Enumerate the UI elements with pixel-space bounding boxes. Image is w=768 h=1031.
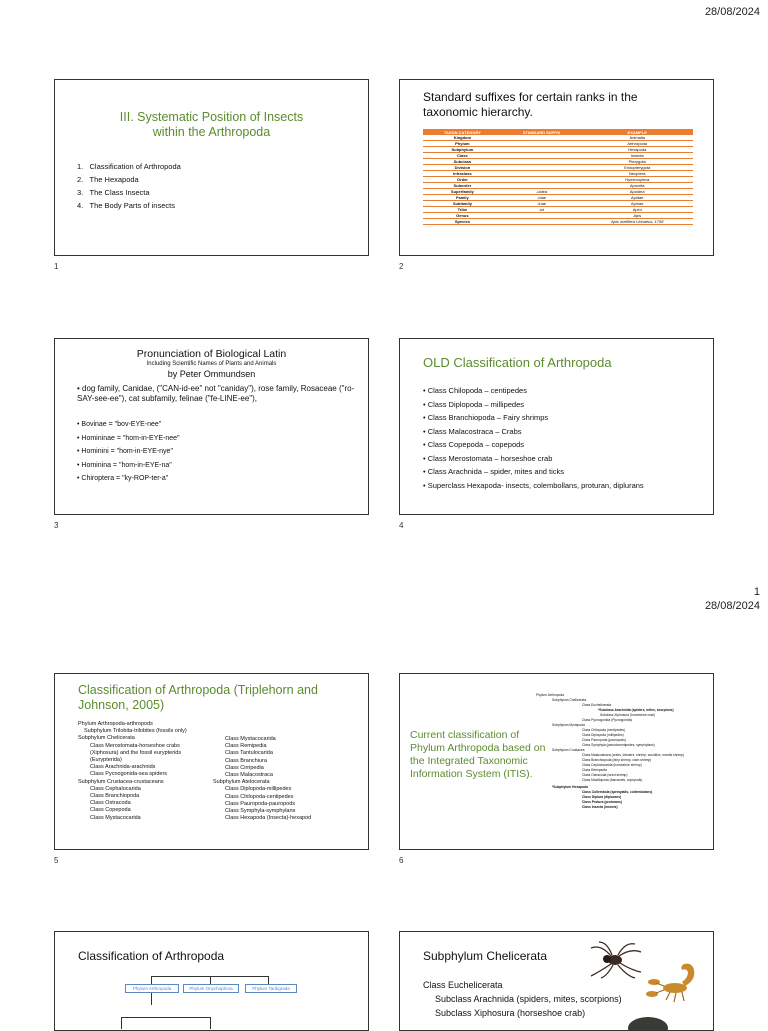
tree-connector xyxy=(121,1017,211,1018)
slide-5-number: 5 xyxy=(54,856,59,865)
slide-7 xyxy=(54,931,369,1031)
list-item: (Xiphosura) and the fossil eurypterids xyxy=(90,749,182,756)
tree-item: *Subphylum Hexapoda xyxy=(552,785,588,789)
list-item: Class Mystacocarida xyxy=(225,736,276,742)
list-item: Class Merostomata-horseshoe crabs xyxy=(90,742,180,749)
table-cell: Hymenoptera xyxy=(581,177,693,183)
tree-connector xyxy=(151,976,152,984)
tree-item: Class Protura (proturans) xyxy=(582,800,622,804)
tree-connector xyxy=(268,976,269,984)
tree-connector xyxy=(210,976,211,984)
slide-1 xyxy=(54,79,369,256)
list-item: • Class Copepoda – copepods xyxy=(423,440,525,449)
suffix-table xyxy=(423,129,693,225)
slide-2-number: 2 xyxy=(399,262,404,271)
table-cell: -oidea xyxy=(502,189,582,195)
table-cell: Order xyxy=(423,177,502,183)
list-item: Class Ostracoda xyxy=(90,800,131,807)
list-item: • Class Malacostraca – Crabs xyxy=(423,426,522,436)
slide-6-number: 6 xyxy=(399,856,404,865)
table-cell: Infraclass xyxy=(423,171,502,177)
table-cell: Class xyxy=(423,153,502,159)
slide-3-number: 3 xyxy=(54,521,59,530)
list-item: Subphylum Crustacea-crustaceans xyxy=(78,778,164,785)
tree-item: *Subclass Arachnida (spiders, mites, scorpions) xyxy=(598,708,674,712)
table-cell: Apocrita xyxy=(581,183,693,189)
table-cell: Tribe xyxy=(423,207,502,213)
slide-3-subtitle: Including Scientific Names of Plants and Animals xyxy=(146,361,277,367)
list-item: • Bovinae = "bov-EYE-nee" xyxy=(77,421,162,428)
tree-item: Class Pycnogonida (Pycnogonids) xyxy=(582,718,633,722)
slide-1-number: 1 xyxy=(54,262,59,271)
list-item: Class Malacostraca xyxy=(225,772,273,779)
date-top: 28/08/2024 xyxy=(704,6,760,18)
tree-item: Class Ostracoda (seed shrimp) xyxy=(582,773,628,777)
list-item: • Class Arachnida – spider, mites and ticks xyxy=(423,467,565,476)
tree-item: Class Cephalocarida (horseshoe shrimp) xyxy=(582,763,642,767)
table-cell: Animalia xyxy=(581,135,693,141)
tree-item: Class Branchiopoda (fairy shrimp, clam shrimp) xyxy=(582,758,652,762)
tree-connector xyxy=(121,1017,122,1029)
tree-item: Class Symphyla (pseudocentipedes, symphylans) xyxy=(582,743,655,747)
slide-1-title: III. Systematic Position of Insects within the Arthropoda xyxy=(119,110,304,139)
slide-8 xyxy=(399,931,714,1031)
list-item: Class Pycnogonida-sea spiders xyxy=(90,771,168,778)
list-item: (Eurypterida) xyxy=(90,757,122,764)
list-item: • Hominini = "hom-in-EYE-nye" xyxy=(77,448,173,455)
slide-8-line-1: Class Euchelicerata xyxy=(423,980,503,990)
slide-8-title: Subphylum Chelicerata xyxy=(423,949,548,963)
table-cell: -inae xyxy=(502,201,582,207)
list-item: • Class Merostomata – horseshoe crab xyxy=(423,453,553,463)
slide-6 xyxy=(399,673,714,850)
list-item: • Chiroptera = "ky-ROP-ter-a" xyxy=(77,475,169,482)
table-cell: Subphylum xyxy=(423,147,502,153)
table-cell: Family xyxy=(423,195,502,201)
table-cell: Arthropoda xyxy=(581,141,693,147)
list-item: Class Tantulocarida xyxy=(225,750,273,757)
slide-4 xyxy=(399,338,714,515)
slide-7-title: Classification of Arthropoda xyxy=(78,949,225,963)
table-cell: Apidae xyxy=(581,195,693,201)
tree-item: Class Diplopoda (millipedes) xyxy=(582,733,624,737)
tree-item: Class Insecta (insects) xyxy=(582,805,618,809)
list-item: Class Pauropoda-pauropods xyxy=(225,800,296,807)
tree-item: Class Pauropoda (pauropods) xyxy=(582,738,626,742)
list-item: Class Cirripedia xyxy=(225,764,264,771)
table-cell: Subfamily xyxy=(423,201,502,207)
slide-1-list xyxy=(77,160,181,212)
table-cell: Superfamily xyxy=(423,189,502,195)
table-cell xyxy=(502,219,582,225)
list-item: • Class Branchiopoda – Fairy shrimps xyxy=(423,413,549,422)
list-item: • Class Diplopoda – millipedes xyxy=(423,399,525,409)
horseshoe-crab-image xyxy=(628,1017,668,1031)
table-cell: Apini xyxy=(581,207,693,213)
list-item: Class Symphyla-symphylans xyxy=(225,808,296,815)
list-item: Subphylum Trilobita-trilobites (fossils only) xyxy=(84,728,187,735)
list-item: • Class Chilopoda – centipedes xyxy=(423,386,527,395)
tree-item: Subphylum Myriapoda xyxy=(552,723,585,727)
list-item: Class Copepoda xyxy=(90,807,131,814)
tree-item: Subclass Xiphosura (horseshoe crab) xyxy=(600,713,655,717)
tree-item: Class Collembola (springtails, collembolans) xyxy=(582,790,653,794)
table-cell: Division xyxy=(423,165,502,171)
table-cell: Insecta xyxy=(581,153,693,159)
list-item: Class Hexapoda (Insecta)-hexapod xyxy=(225,815,312,822)
box-phylum-arthropoda: Phylum Arthropoda xyxy=(125,984,179,993)
spider-image xyxy=(585,940,645,980)
slide-2 xyxy=(399,79,714,256)
list-item: Class Branchiura xyxy=(225,757,267,764)
tree-item: Subphylum Crustacea xyxy=(552,748,585,752)
tree-connector xyxy=(210,1017,211,1029)
table-cell: -idae xyxy=(502,195,582,201)
slide-5-title: Classification of Arthropoda (Triplehorn and Johnson, 2005) xyxy=(78,683,318,712)
page-number: 1 xyxy=(753,586,760,598)
table-cell: Endopterygota xyxy=(581,165,693,171)
list-item: 4. The Body Parts of insects xyxy=(77,201,175,210)
table-cell: Kingdom xyxy=(423,135,502,141)
slide-3-lead: • dog family, Canidae, ("CAN-id-ee" not "caniday"), rose family, Rosaceae ("ro-SAY-see-ee"), cat subfamily, felinae ("fe-LINE-ee"), xyxy=(77,384,355,403)
slide-6-title: Current classification of Phylum Arthropoda based on the Integrated Taxonomic Information System (ITIS). xyxy=(410,729,546,780)
slide-5 xyxy=(54,673,369,850)
suffix-table-wrap xyxy=(423,129,693,225)
list-item: Class Remipedia xyxy=(225,743,267,750)
table-cell: Genus xyxy=(423,213,502,219)
tree-item: Class Euchelicerata xyxy=(582,703,612,707)
table-cell: Apoidea xyxy=(581,189,693,195)
table-header: STANDARD SUFFIX xyxy=(502,129,582,135)
list-item: 3. The Class Insecta xyxy=(77,188,150,197)
table-cell: Neoptera xyxy=(581,171,693,177)
slide-5-left-column xyxy=(78,721,228,822)
list-item: Class Diplopoda-millipedes xyxy=(225,786,292,793)
list-item: • Homininae = "hom-in-EYE-nee" xyxy=(77,434,180,442)
slide-2-title: Standard suffixes for certain ranks in the taxonomic hierarchy. xyxy=(423,90,638,119)
tree-item: Class Diplura (diplurans) xyxy=(582,795,622,799)
table-header: TAXON CATEGORY xyxy=(423,129,502,135)
slide-4-list xyxy=(423,384,644,492)
slide-3-author: by Peter Ommundsen xyxy=(167,369,256,379)
table-cell: Apinae xyxy=(581,201,693,207)
list-item: Class Arachnida-arachnids xyxy=(90,764,156,771)
list-item: Class Mystacocarida xyxy=(90,814,141,821)
list-item: Subphylum Chelicerata xyxy=(78,735,135,742)
table-cell: Phylum xyxy=(423,141,502,147)
slide-4-number: 4 xyxy=(399,521,404,530)
table-cell: Apis mellifera Linnaeus, 1758 xyxy=(581,219,693,225)
tree-item: Class Malacostraca (crabs, lobsters, shrimp, woodlice, mantis shrimp) xyxy=(582,753,685,757)
list-item: 2. The Hexapoda xyxy=(77,175,139,184)
box-phylum-tardigrada: Phylum Tardigrada xyxy=(245,984,297,993)
list-item: 1. Classification of Arthropoda xyxy=(77,162,181,171)
list-item: Class Branchiopoda xyxy=(90,793,140,800)
table-cell: -ini xyxy=(502,207,582,213)
tree-item: Subphylum Chelicerata xyxy=(552,698,587,702)
list-item: • Hominina = "hom-in-EYE-na" xyxy=(77,461,172,469)
slide-3-title: Pronunciation of Biological Latin xyxy=(136,348,287,360)
date-mid: 28/08/2024 xyxy=(704,600,760,612)
list-item: Phylum Arthropoda-arthropods xyxy=(78,721,153,727)
table-cell: Apis xyxy=(581,213,693,219)
table-cell: Species xyxy=(423,219,502,225)
slide-8-line-3: Subclass Xiphosura (horseshoe crab) xyxy=(435,1008,586,1018)
tree-item: Class Chilopoda (centipedes) xyxy=(582,728,626,732)
tree-item: Class Remipedia xyxy=(582,768,607,772)
table-header: EXAMPLE xyxy=(581,129,693,135)
table-cell: Subclass xyxy=(423,159,502,165)
table-cell: Suborder xyxy=(423,183,502,189)
slide-4-title: OLD Classification of Arthropoda xyxy=(423,355,612,370)
table-cell: Pterygota xyxy=(581,159,693,165)
table-row xyxy=(423,219,693,225)
tree-item: Phylum Arthropoda xyxy=(536,693,565,697)
list-item: • Superclass Hexapoda- insects, colembollans, proturan, diplurans xyxy=(423,480,644,490)
box-phylum-onychophora: Phylum Onychophora xyxy=(183,984,239,993)
list-item: Subphylum Atelocerata xyxy=(213,779,270,786)
slide-5-right-column xyxy=(213,736,363,822)
scorpion-image xyxy=(640,956,705,1006)
slide-3-list xyxy=(77,418,180,486)
tree-item: Class Maxillopoda (barnacles, copepods) xyxy=(582,778,643,782)
slide-8-line-2: Subclass Arachnida (spiders, mites, scorpions) xyxy=(435,994,622,1004)
itis-tree xyxy=(536,693,711,810)
tree-connector xyxy=(151,993,152,1005)
list-item: Class Cephalocarida xyxy=(90,785,141,792)
list-item: Class Chilopoda-centipedes xyxy=(225,793,294,800)
slide-3 xyxy=(54,338,369,515)
table-cell: Hexapoda xyxy=(581,147,693,153)
